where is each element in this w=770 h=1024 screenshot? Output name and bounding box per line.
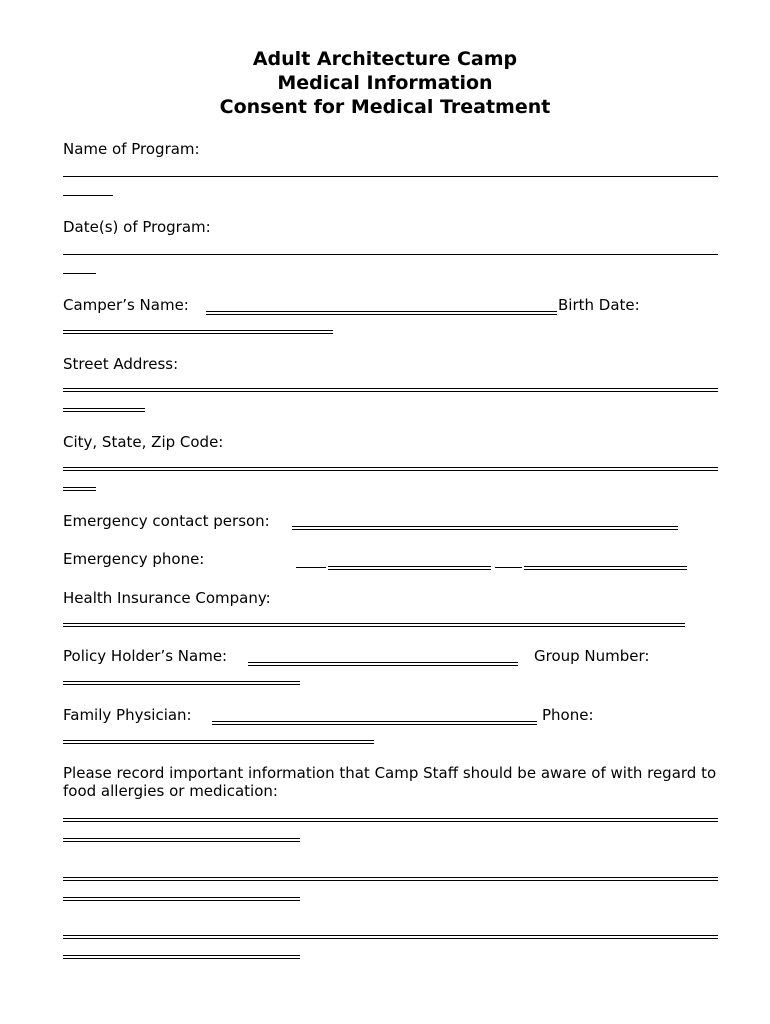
notes-line-3-continued[interactable] xyxy=(63,955,300,959)
notes-line-1-continued[interactable] xyxy=(63,838,300,842)
form-heading: Consent for Medical Treatment xyxy=(219,96,551,118)
policy-holder-label: Policy Holder’s Name: xyxy=(63,647,228,665)
insurance-company-label: Health Insurance Company: xyxy=(63,589,271,607)
birth-date-field[interactable] xyxy=(63,330,333,334)
insurance-company-field[interactable] xyxy=(63,623,685,627)
program-dates-field[interactable] xyxy=(63,254,718,255)
camper-name-label: Camper’s Name: xyxy=(63,296,189,314)
street-address-field-continued[interactable] xyxy=(63,408,145,412)
emergency-phone-label: Emergency phone: xyxy=(63,550,205,568)
program-name-field[interactable] xyxy=(63,176,718,177)
city-state-zip-field[interactable] xyxy=(63,467,718,471)
emergency-phone-field-2[interactable] xyxy=(524,566,687,570)
family-physician-label: Family Physician: xyxy=(63,706,192,724)
emergency-phone-alt-area-code-field[interactable] xyxy=(495,567,522,568)
street-address-field[interactable] xyxy=(63,388,718,392)
emergency-phone-field-1[interactable] xyxy=(328,566,491,570)
allergy-medication-prompt: Please record important information that Camp Staff should be aware of with regard to food allergies or medication: xyxy=(63,764,717,800)
notes-line-2[interactable] xyxy=(63,877,718,881)
emergency-contact-label: Emergency contact person: xyxy=(63,512,270,530)
notes-line-3[interactable] xyxy=(63,935,718,939)
group-number-field[interactable] xyxy=(63,681,300,685)
program-name-field-continued[interactable] xyxy=(63,195,113,196)
program-dates-label: Date(s) of Program: xyxy=(63,218,211,236)
notes-line-2-continued[interactable] xyxy=(63,897,300,901)
camper-name-field[interactable] xyxy=(206,311,557,315)
form-title: Adult Architecture Camp xyxy=(252,48,518,70)
program-dates-field-continued[interactable] xyxy=(63,273,96,274)
notes-line-1[interactable] xyxy=(63,818,718,822)
group-number-label: Group Number: xyxy=(534,647,650,665)
family-physician-field[interactable] xyxy=(212,721,537,725)
emergency-phone-area-code-field[interactable] xyxy=(296,567,326,568)
physician-phone-label: Phone: xyxy=(542,706,594,724)
street-address-label: Street Address: xyxy=(63,355,179,373)
policy-holder-field[interactable] xyxy=(248,662,518,666)
program-name-label: Name of Program: xyxy=(63,140,200,158)
form-subtitle: Medical Information xyxy=(277,72,493,94)
city-state-zip-label: City, State, Zip Code: xyxy=(63,433,224,451)
city-state-zip-field-continued[interactable] xyxy=(63,487,96,491)
physician-phone-field[interactable] xyxy=(63,740,374,744)
birth-date-label: Birth Date: xyxy=(558,296,640,314)
emergency-contact-field[interactable] xyxy=(292,526,678,530)
